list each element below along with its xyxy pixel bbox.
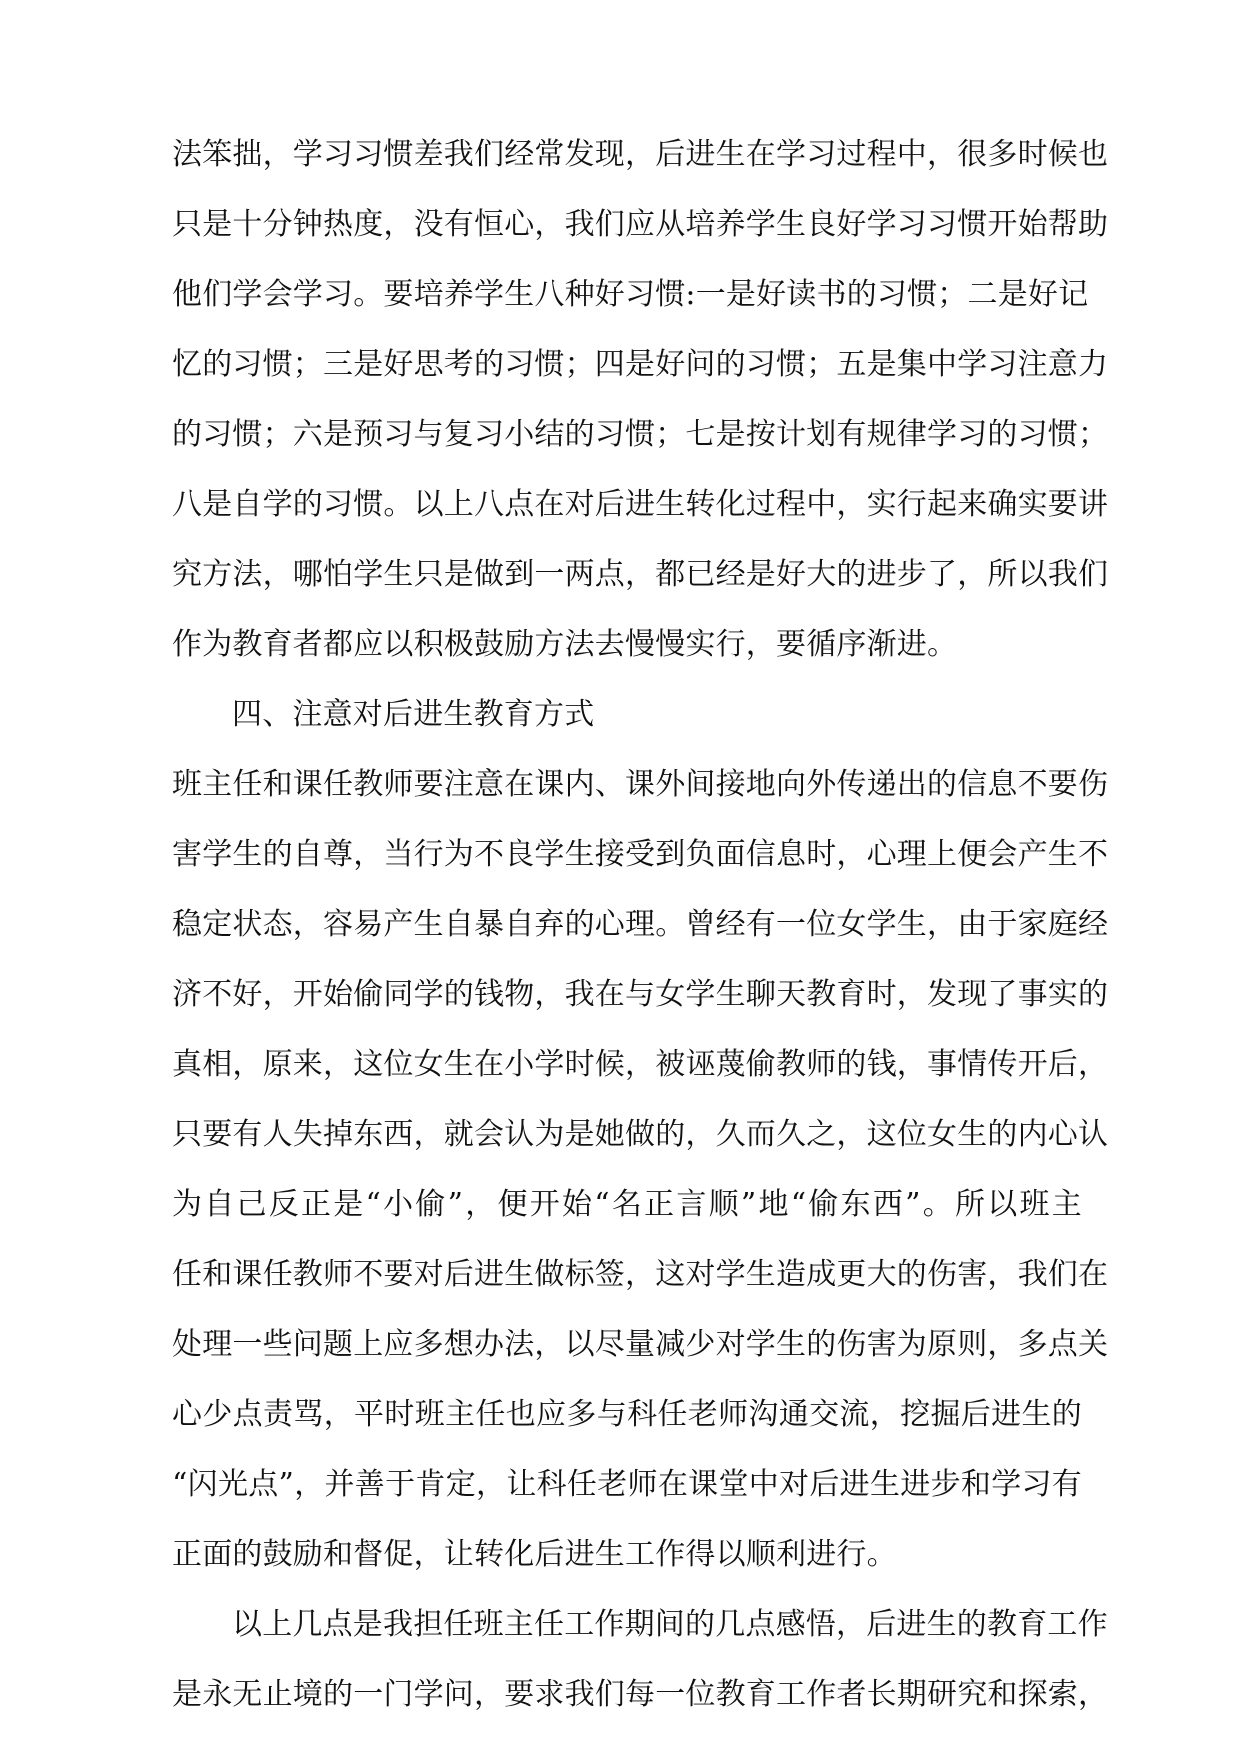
paragraph-line: 八是自学的习惯。以上八点在对后进生转化过程中，实行起来确实要讲 bbox=[172, 487, 1109, 522]
paragraph-line: 稳定状态，容易产生自暴自弃的心理。曾经有一位女学生，由于家庭经 bbox=[172, 907, 1109, 942]
paragraph-line: 只要有人失掉东西，就会认为是她做的，久而久之，这位女生的内心认 bbox=[172, 1117, 1109, 1152]
paragraph-line: 是永无止境的一门学问，要求我们每一位教育工作者长期研究和探索， bbox=[172, 1677, 1109, 1712]
paragraph-line: 济不好，开始偷同学的钱物，我在与女学生聊天教育时，发现了事实的 bbox=[172, 977, 1109, 1012]
paragraph-line: 真相，原来，这位女生在小学时候，被诬蔑偷教师的钱，事情传开后， bbox=[172, 1047, 1109, 1082]
paragraph-line: 的习惯；六是预习与复习小结的习惯；七是按计划有规律学习的习惯； bbox=[172, 417, 1109, 452]
paragraph-line: 处理一些问题上应多想办法，以尽量减少对学生的伤害为原则，多点关 bbox=[172, 1327, 1109, 1362]
paragraph-line: 为自己反正是“小偷”，便开始“名正言顺”地“偷东西”。所以班主 bbox=[172, 1187, 1082, 1222]
paragraph-line: 任和课任教师不要对后进生做标签，这对学生造成更大的伤害，我们在 bbox=[172, 1257, 1109, 1292]
paragraph-line: 心少点责骂，平时班主任也应多与科任老师沟通交流，挖掘后进生的 bbox=[172, 1397, 1082, 1432]
section-heading: 四、注意对后进生教育方式 bbox=[232, 697, 595, 732]
paragraph-line: 法笨拙，学习习惯差我们经常发现，后进生在学习过程中，很多时候也 bbox=[172, 137, 1109, 172]
paragraph-line: 究方法，哪怕学生只是做到一两点，都已经是好大的进步了，所以我们 bbox=[172, 557, 1109, 592]
paragraph-line: “闪光点”，并善于肯定，让科任老师在课堂中对后进生进步和学习有 bbox=[172, 1467, 1082, 1502]
paragraph-line-last: 作为教育者都应以积极鼓励方法去慢慢实行，要循序渐进。 bbox=[172, 627, 958, 662]
paragraph-first-line: 以上几点是我担任班主任工作期间的几点感悟，后进生的教育工作 bbox=[232, 1607, 1108, 1642]
paragraph-line-last: 正面的鼓励和督促，让转化后进生工作得以顺利进行。 bbox=[172, 1537, 897, 1572]
paragraph-line: 只是十分钟热度，没有恒心，我们应从培养学生良好学习习惯开始帮助 bbox=[172, 207, 1109, 242]
document-body bbox=[172, 130, 1109, 1740]
paragraph-line: 忆的习惯；三是好思考的习惯；四是好问的习惯；五是集中学习注意力 bbox=[172, 347, 1109, 382]
paragraph-line: 班主任和课任教师要注意在课内、课外间接地向外传递出的信息不要伤 bbox=[172, 767, 1109, 802]
paragraph-line: 他们学会学习。要培养学生八种好习惯:一是好读书的习惯；二是好记 bbox=[172, 277, 1089, 312]
paragraph-line: 害学生的自尊，当行为不良学生接受到负面信息时，心理上便会产生不 bbox=[172, 837, 1109, 872]
